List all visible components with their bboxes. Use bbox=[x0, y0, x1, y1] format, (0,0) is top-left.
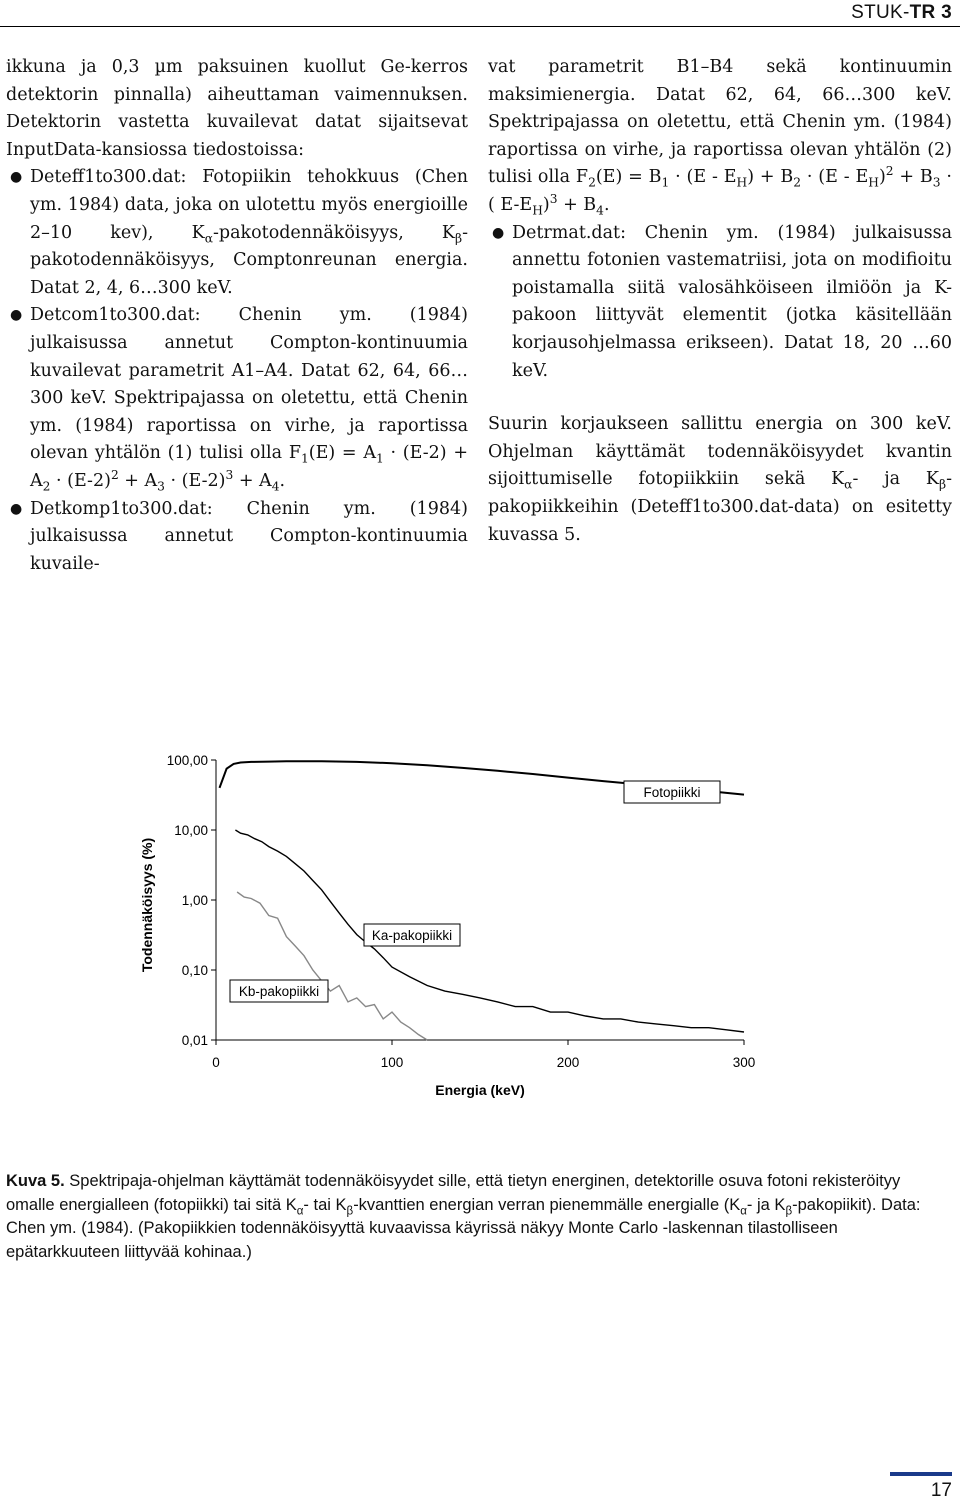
running-header bbox=[851, 2, 952, 24]
file-list-cont bbox=[488, 220, 952, 386]
list-item: ● Detrmat.dat: Chenin ym. (1984) julkaisussa annettu fotonien vastematriisi, jota on modifioitu poistamalla siitä valosähköiseen ilmiöön ja K-pakoon liittyvät elementit (jotka käsitellään korjausohjelmassa erikseen). Datat 18, 20 …60 keV. bbox=[488, 220, 952, 386]
probability-chart bbox=[120, 740, 780, 1120]
right-column bbox=[488, 54, 952, 549]
y-tick-label: 1,00 bbox=[181, 893, 208, 908]
figure-caption: Kuva 5. Spektripaja-ohjelman käyttämät todennäköisyydet sille, että tietyn energinen, detektorille osuva fotoni rekisteröityy omalle energialleen (fotopiikki) tai sitä $K_\alpha-$ tai $K_\beta$-kvanttien energian verran pienemmälle energialle ($K_\alpha-$ ja $K_\beta-pakopiikit$). Data: Chen ym. (1984). (Pakopiikkien todennäköisyyttä kuvaavissa käyrissä näkyy Monte Carlo -laskennan tilastolliseen epätarkkuuteen liittyvää kohinaa.) bbox=[6, 1172, 921, 1261]
series-line-kb-pakopiikki bbox=[237, 892, 427, 1040]
annotation-label: Ka-pakopiikki bbox=[371, 928, 453, 943]
bullet-icon: ● bbox=[10, 500, 23, 517]
summary-paragraph: Suurin korjaukseen sallittu energia on 300 keV. Ohjelman käyttämät todennäköisyydet kvantin sijoittumiselle fotopiikkiin sekä $K_\alpha-$ ja $K_\beta$-pakopiikkeihin (Deteff1to300.dat-data) on esitetty kuvassa 5. bbox=[488, 414, 952, 545]
annotation-label: Fotopiikki bbox=[643, 785, 701, 800]
header-rule bbox=[0, 26, 960, 27]
left-column bbox=[6, 54, 468, 578]
y-tick-label: 10,00 bbox=[174, 823, 208, 838]
x-axis-label: Energia (keV) bbox=[435, 1082, 525, 1098]
bullet-icon: ● bbox=[10, 307, 23, 324]
y-tick-label: 0,10 bbox=[181, 963, 208, 978]
y-tick-label: 100,00 bbox=[166, 753, 208, 768]
y-axis-label: Todennäköisyys (%) bbox=[139, 837, 155, 973]
annotation-label: Kb-pakopiikki bbox=[238, 984, 320, 999]
x-tick-label: 0 bbox=[212, 1055, 220, 1070]
page-number-rule bbox=[890, 1472, 952, 1476]
list-item: ● Deteff1to300.dat: Fotopiikin tehokkuus (Chen ym. 1984) data, joka on ulotettu myös energioille 2–10 kev), $K_\alpha$-pakotodennäköisyys, $K_\beta$-pakotodennäköisyys, Comptonreunan energia. Datat 2, 4, 6…300 keV. bbox=[6, 164, 468, 302]
caption-label: Kuva 5. bbox=[6, 1172, 65, 1190]
file-list bbox=[6, 164, 468, 578]
continued-paragraph: vat parametrit B1–B4 sekä kontinuumin maksimienergia. Datat 62, 64, 66…300 keV. Spektripajassa on oletettu, että Chenin ym. (1984) raportissa on virhe, ja raportissa olevan yhtälön (2) tulisi olla $F_2(E) = B_1 \cdot (E - E_H) + B_2 \cdot (E - E_H)^2 + B_3$ · ( $E-E_H)^3 + B_4$. bbox=[488, 57, 952, 218]
page-number: 17 bbox=[930, 1480, 952, 1501]
header-suffix: TR 3 bbox=[909, 2, 952, 23]
list-item: ● Detcom1to300.dat: Chenin ym. (1984) julkaisussa annetut Compton-kontinuumia kuvailevat parametrit A1–A4. Datat 62, 64, 66…300 keV. Spektripajassa on oletettu, että Chenin ym. (1984) raportissa on virhe, ja raportissa olevan yhtälön (1) tulisi olla $F_1(E) = A_1 \cdot (E-2) + A_2 \cdot (E-2)^2 + A_3 \cdot (E-2)^3 + A_4$. bbox=[6, 302, 468, 495]
bullet-icon: ● bbox=[492, 224, 505, 241]
x-tick-label: 200 bbox=[556, 1055, 580, 1070]
bullet-icon: ● bbox=[10, 169, 23, 186]
x-tick-label: 100 bbox=[380, 1055, 404, 1070]
x-tick-label: 300 bbox=[732, 1055, 756, 1070]
y-tick-label: 0,01 bbox=[181, 1033, 208, 1048]
header-prefix: STUK- bbox=[851, 2, 910, 23]
list-item: ● Detkomp1to300.dat: Chenin ym. (1984) julkaisussa annetut Compton-kontinuumia kuvaile- bbox=[6, 496, 468, 579]
intro-paragraph: ikkuna ja 0,3 µm paksuinen kuollut Ge-kerros detektorin pinnalla) aiheuttaman vaimennuksen. Detektorin vastetta kuvailevat datat sijaitsevat InputData-kansiossa tiedostoissa: bbox=[6, 57, 468, 160]
